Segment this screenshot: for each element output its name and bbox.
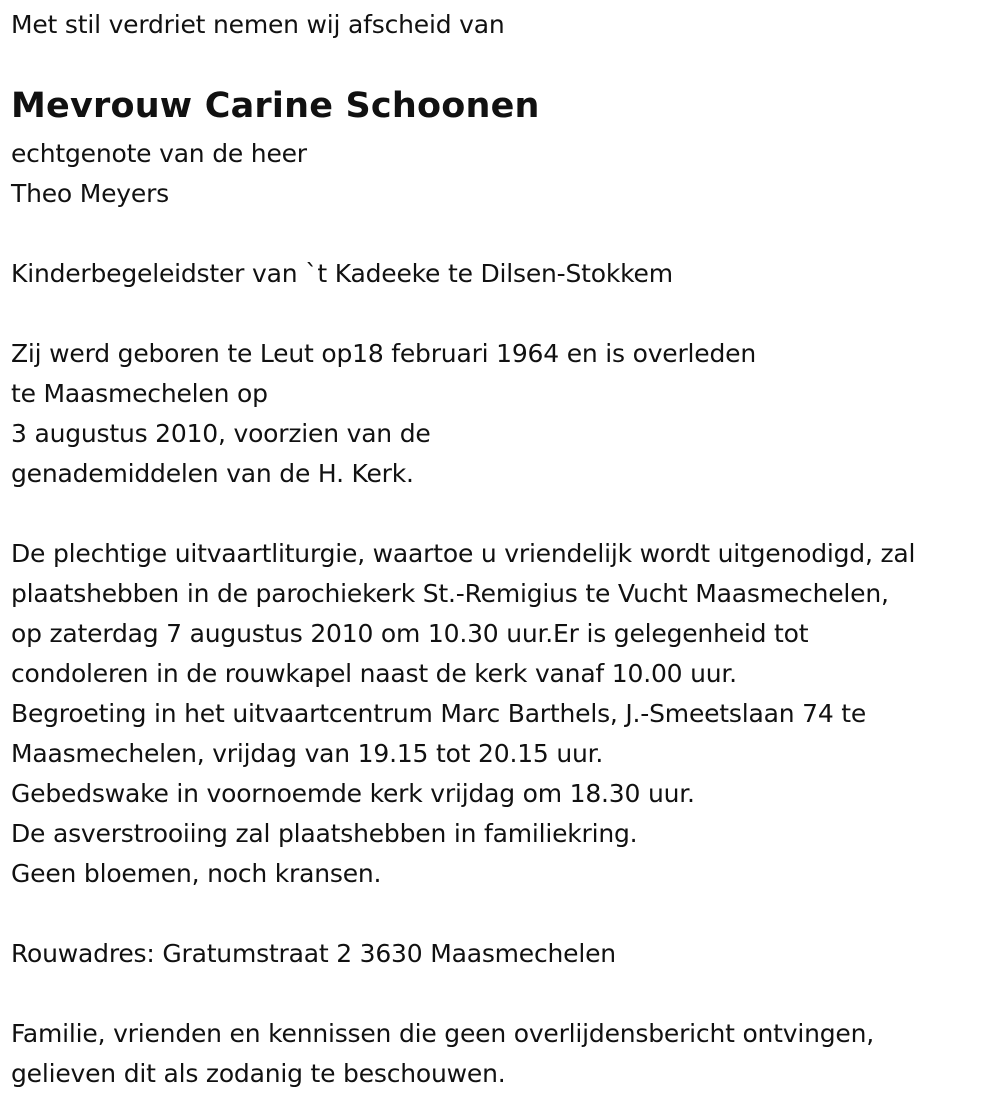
deceased-name: Mevrouw Carine Schoonen (11, 86, 540, 126)
ceremony-line-6: Maasmechelen, vrijdag van 19.15 tot 20.15 uur. (11, 739, 604, 768)
address-text: Rouwadres: Gratumstraat 2 3630 Maasmechelen (11, 939, 616, 968)
birth-death-line-1: Zij werd geboren te Leut op18 februari 1964 en is overleden (11, 339, 756, 368)
ceremony-line-3: op zaterdag 7 augustus 2010 om 10.30 uur.Er is gelegenheid tot (11, 619, 809, 648)
ceremony-line-4: condoleren in de rouwkapel naast de kerk vanaf 10.00 uur. (11, 659, 737, 688)
birth-death-line-3: 3 augustus 2010, voorzien van de (11, 419, 431, 448)
ceremony-line-2: plaatshebben in de parochiekerk St.-Remigius te Vucht Maasmechelen, (11, 579, 889, 608)
birth-death-line-4: genademiddelen van de H. Kerk. (11, 459, 414, 488)
occupation-text: Kinderbegeleidster van `t Kadeeke te Dilsen-Stokkem (11, 259, 673, 288)
closing-line-1: Familie, vrienden en kennissen die geen overlijdensbericht ontvingen, (11, 1019, 875, 1048)
closing-line-2: gelieven dit als zodanig te beschouwen. (11, 1059, 506, 1088)
ceremony-line-8: De asverstrooiing zal plaatshebben in familiekring. (11, 819, 638, 848)
ceremony-line-5: Begroeting in het uitvaartcentrum Marc Barthels, J.-Smeetslaan 74 te (11, 699, 867, 728)
birth-death-line-2: te Maasmechelen op (11, 379, 268, 408)
spouse-line-1: echtgenote van de heer (11, 139, 307, 168)
spouse-line-2: Theo Meyers (11, 179, 169, 208)
ceremony-line-7: Gebedswake in voornoemde kerk vrijdag om 18.30 uur. (11, 779, 695, 808)
ceremony-line-9: Geen bloemen, noch kransen. (11, 859, 382, 888)
ceremony-line-1: De plechtige uitvaartliturgie, waartoe u vriendelijk wordt uitgenodigd, zal (11, 539, 916, 568)
intro-text: Met stil verdriet nemen wij afscheid van (11, 10, 505, 39)
